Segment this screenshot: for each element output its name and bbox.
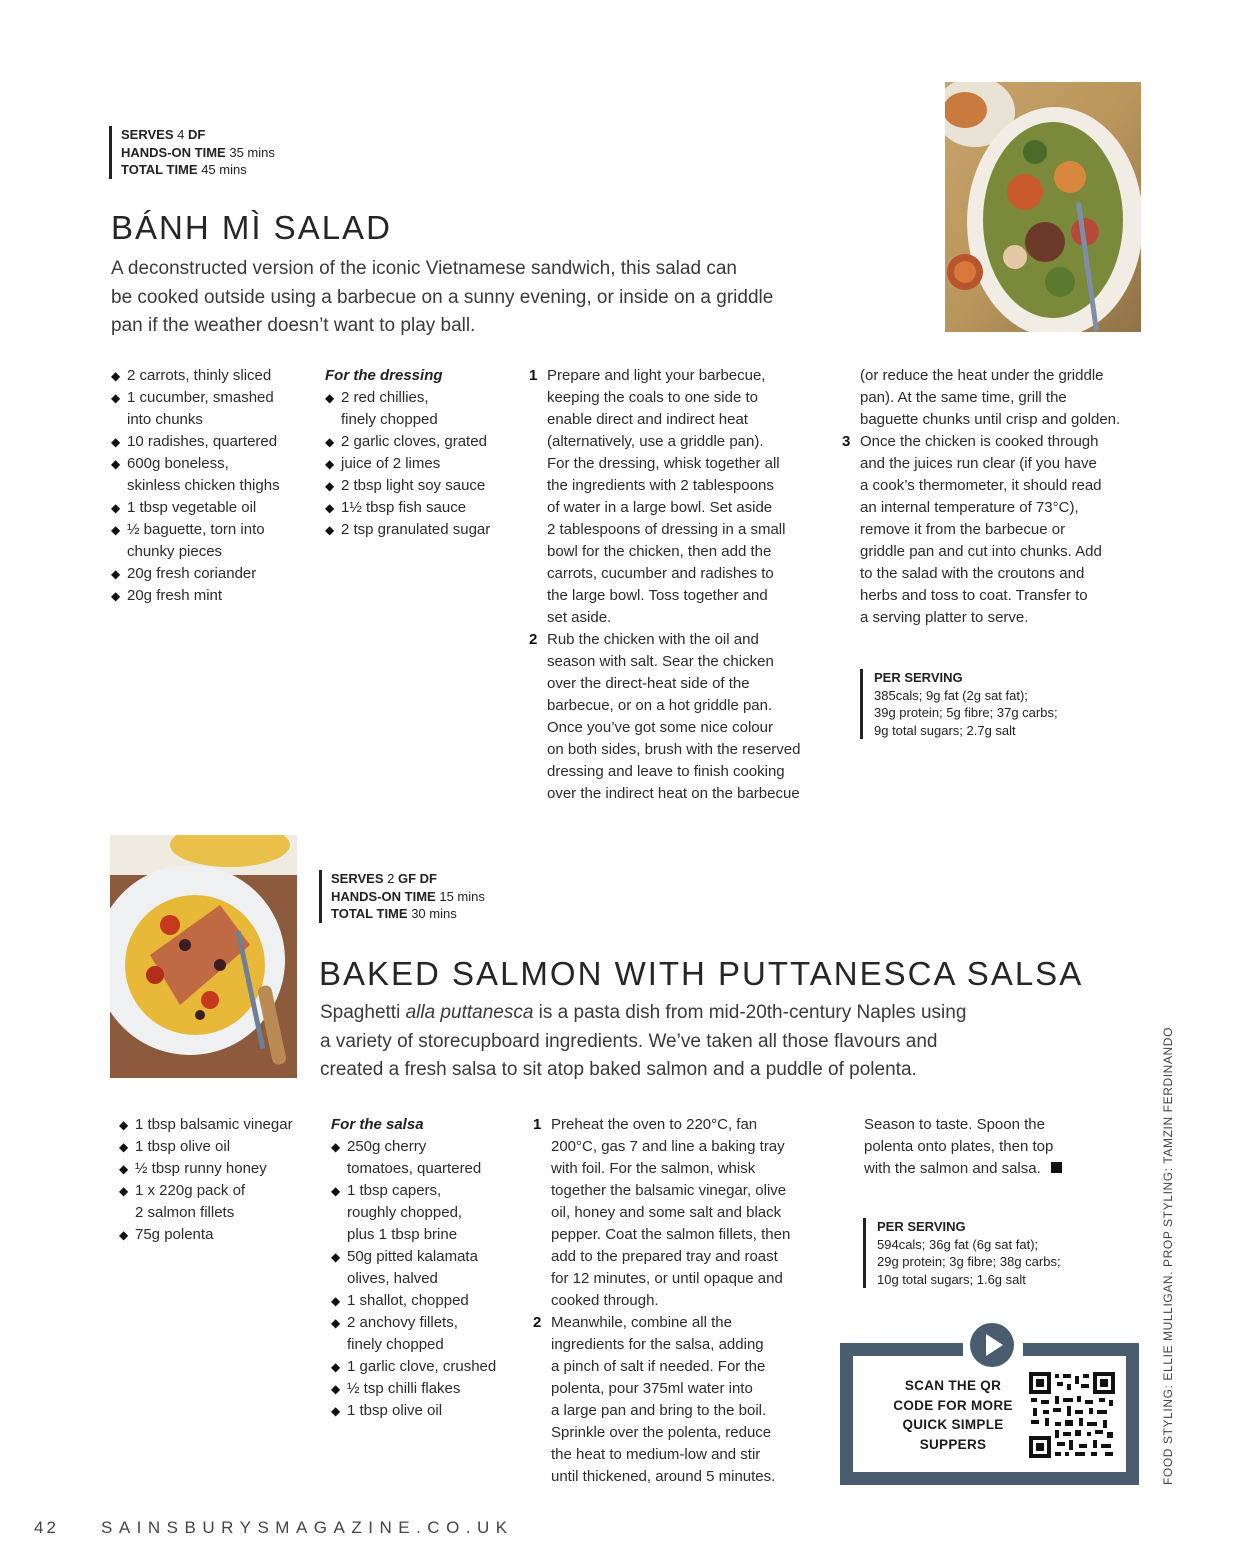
list-item: ◆ 2 tbsp light soy sauce [325,475,525,497]
footer-url[interactable]: SAINSBURYSMAGAZINE.CO.UK [101,1518,514,1537]
list-item: ◆ 2 carrots, thinly sliced [111,365,311,387]
serves-value: 4 [177,127,185,142]
list-item: ◆ 10 radishes, quartered [111,431,311,453]
play-icon[interactable] [970,1323,1014,1367]
page-number: 42 [34,1518,59,1537]
recipe2-ingredients [119,1114,329,1246]
total-label: TOTAL TIME [121,162,198,177]
salsa-heading: For the salsa [331,1116,424,1133]
nutrition-heading: PER SERVING [877,1219,966,1234]
total-value: 30 mins [411,906,457,921]
handson-value: 35 mins [229,144,275,160]
list-item: ◆ 1 shallot, chopped [331,1290,531,1312]
qr-code[interactable] [1029,1372,1115,1458]
end-square-icon [1051,1162,1062,1173]
recipe2-intro: Spaghetti alla puttanesca is a pasta dish from mid-20th-century Naples using a variety of storecupboard ingredients. We’ve taken all those flavours and created a fresh salsa to sit atop baked salmon and a puddle of polenta. [320,1002,967,1080]
method-step: 2 Meanwhile, combine all the ingredients for the salsa, adding a pinch of salt if needed. For the polenta, pour 375ml water into a large pan and bring to the boil. Sprinkle over the polenta, reduce the heat to medium-low and stir until thickened, around 5 minutes. [533,1312,833,1488]
diet-tags: DF [188,127,206,142]
recipe2-salsa [331,1114,531,1422]
baked-salmon-photo [110,835,297,1078]
banh-mi-salad-photo [945,82,1141,332]
handson-label: HANDS-ON TIME [331,888,436,904]
method-continued: (or reduce the heat under the griddle pan). At the same time, grill the baguette chunks until crisp and golden. [860,367,1121,428]
recipe1-ingredients [111,365,311,607]
recipe1-method [529,365,829,805]
list-item: ◆ 1 garlic clove, crushed [331,1356,531,1378]
list-item: ◆ 2 red chillies, finely chopped [325,387,525,431]
handson-value: 15 mins [439,888,485,904]
recipe1-title: BÁNH MÌ SALAD [111,209,392,246]
method-step: 2 Rub the chicken with the oil and season with salt. Sear the chicken over the direct-heat side of the barbecue, or on a hot griddle pan. Once you’ve got some nice colour on both sides, brush with the reserved dressing and leave to finish cooking over the indirect heat on the barbecue [529,629,829,805]
list-item: ◆ 75g polenta [119,1224,329,1246]
list-item: ◆ juice of 2 limes [325,453,525,475]
list-item: ◆ 1 x 220g pack of 2 salmon fillets [119,1180,329,1224]
list-item: ◆ 1½ tbsp fish sauce [325,497,525,519]
recipe2-title: BAKED SALMON WITH PUTTANESCA SALSA [319,955,1084,992]
serves-value: 2 [387,871,395,886]
method-step: 1 Prepare and light your barbecue, keeping the coals to one side to enable direct and indirect heat (alternatively, use a griddle pan). For the dressing, whisk together all the ingredients with 2 tablespoons of water in a large bowl. Set aside 2 tablespoons of dressing in a small bowl for the chicken, then add the carrots, cucumber and radishes to the large bowl. Toss together and set aside. [529,365,829,629]
list-item: ◆ 250g cherry tomatoes, quartered [331,1136,531,1180]
list-item: ◆ 1 tbsp olive oil [331,1400,531,1422]
serves-label: SERVES [331,871,384,886]
method-step: 3 Once the chicken is cooked through and the juices run clear (if you have a cook’s thermometer, it should read an internal temperature of 73°C), remove it from the barbecue or griddle pan and cut into chunks. Add to the salad with the croutons and herbs and toss to coat. Transfer to a serving platter to serve. [842,431,1152,629]
total-value: 45 mins [201,162,247,177]
qr-promo-text: SCAN THE QR CODE FOR MORE QUICK SIMPLE SUPPERS [893,1378,1013,1452]
list-item: ◆ 2 tsp granulated sugar [325,519,525,541]
list-item: ◆ 20g fresh coriander [111,563,311,585]
recipe1-nutrition: PER SERVING 385cals; 9g fat (2g sat fat); 39g protein; 5g fibre; 37g carbs; 9g total sugars; 2.7g salt [860,669,1058,739]
serves-label: SERVES [121,127,174,142]
recipe1-dressing [325,365,525,541]
list-item: ◆ 50g pitted kalamata olives, halved [331,1246,531,1290]
list-item: ◆ ½ tbsp runny honey [119,1158,329,1180]
photo-credit: FOOD STYLING: ELLIE MULLIGAN. PROP STYLING: TAMZIN FERDINANDO [1161,1026,1175,1485]
list-item: ◆ 1 tbsp capers, roughly chopped, plus 1 tbsp brine [331,1180,531,1246]
list-item: ◆ 1 tbsp balsamic vinegar [119,1114,329,1136]
list-item: ◆ ½ baguette, torn into chunky pieces [111,519,311,563]
total-label: TOTAL TIME [331,906,408,921]
recipe2-nutrition: PER SERVING 594cals; 36g fat (6g sat fat); 29g protein; 3g fibre; 38g carbs; 10g total sugars; 1.6g salt [863,1218,1061,1288]
nutrition-heading: PER SERVING [874,670,963,685]
recipe1-intro: A deconstructed version of the iconic Vietnamese sandwich, this salad can be cooked outside using a barbecue on a sunny evening, or inside on a griddle pan if the weather doesn’t want to play ball. [111,258,774,336]
list-item: ◆ 1 tbsp olive oil [119,1136,329,1158]
list-item: ◆ 2 anchovy fillets, finely chopped [331,1312,531,1356]
recipe1-method-cont [842,365,1152,629]
list-item: ◆ ½ tsp chilli flakes [331,1378,531,1400]
list-item: ◆ 600g boneless, skinless chicken thighs [111,453,311,497]
list-item: ◆ 1 tbsp vegetable oil [111,497,311,519]
handson-label: HANDS-ON TIME [121,144,226,160]
list-item: ◆ 1 cucumber, smashed into chunks [111,387,311,431]
diet-tags: GF DF [398,871,437,886]
list-item: ◆ 20g fresh mint [111,585,311,607]
recipe2-method [533,1114,833,1488]
list-item: ◆ 2 garlic cloves, grated [325,431,525,453]
dressing-heading: For the dressing [325,367,443,384]
recipe2-meta [319,870,485,923]
recipe2-method-cont: Season to taste. Spoon the polenta onto plates, then top with the salmon and salsa. [864,1114,1144,1180]
recipe1-meta [109,126,275,179]
method-step: 1 Preheat the oven to 220°C, fan 200°C, gas 7 and line a baking tray with foil. For the salmon, whisk together the balsamic vinegar, olive oil, honey and some salt and black pepper. Coat the salmon fillets, then add to the prepared tray and roast for 12 minutes, or until opaque and cooked through. [533,1114,833,1312]
